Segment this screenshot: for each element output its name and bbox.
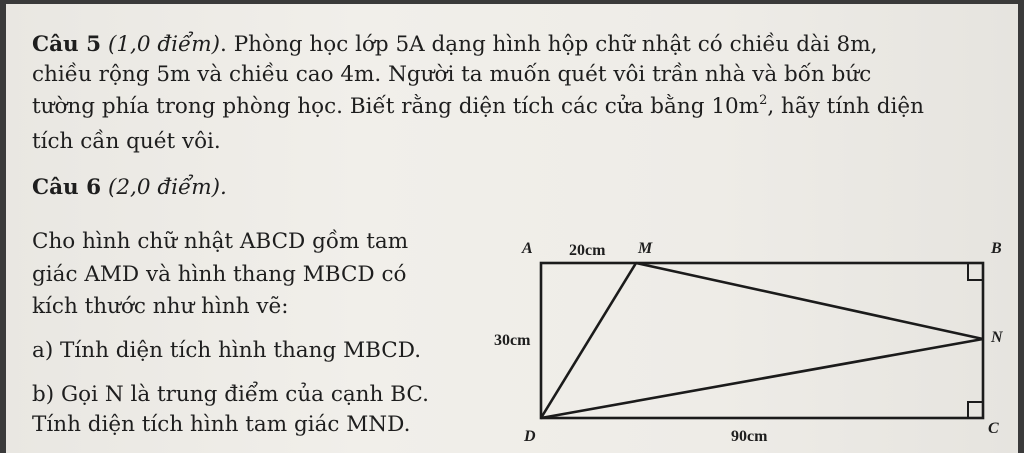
q6-part-a: a) Tính diện tích hình thang MBCD.: [32, 338, 422, 363]
q6-intro-3: kích thước như hình vẽ:: [32, 294, 289, 319]
rectangle-figure: [6, 4, 1018, 453]
q5-text-3b: , hãy tính diện: [767, 94, 924, 119]
q5-text-3a: tường phía trong phòng học. Biết rằng diện tích các cửa bằng 10m: [32, 94, 760, 119]
label-c: C: [988, 420, 999, 437]
label-a: A: [522, 240, 533, 257]
dim-ad: 30cm: [494, 332, 531, 349]
q6-heading: Câu 6: [32, 175, 102, 200]
right-angle-mark-c: [968, 402, 983, 418]
rectangle-abcd: [541, 263, 983, 418]
q5-line-2: chiều rộng 5m và chiều cao 4m. Người ta muốn quét vôi trần nhà và bốn bức: [32, 62, 872, 87]
dim-dc: 90cm: [731, 428, 768, 445]
segment-dn: [541, 339, 983, 418]
right-angle-mark-b: [968, 263, 983, 280]
segment-mn: [636, 263, 983, 339]
q5-points: (1,0 điểm): [107, 32, 221, 57]
segment-md: [541, 263, 636, 418]
q5-line-4: tích cần quét vôi.: [32, 129, 221, 154]
exam-page: [6, 4, 1018, 453]
q5-text-1: . Phòng học lớp 5A dạng hình hộp chữ nhật có chiều dài 8m,: [220, 32, 878, 57]
q6-part-b-1: b) Gọi N là trung điểm của cạnh BC.: [32, 382, 429, 407]
q6-part-b-2: Tính diện tích hình tam giác MND.: [32, 412, 411, 437]
q6-intro-1: Cho hình chữ nhật ABCD gồm tam: [32, 229, 409, 254]
q6-points: (2,0 điểm).: [107, 175, 227, 200]
label-m: M: [638, 240, 653, 257]
label-d: D: [524, 428, 536, 445]
q5-heading: Câu 5: [32, 32, 102, 57]
q5-superscript: 2: [759, 93, 768, 108]
label-n: N: [991, 329, 1003, 346]
dim-am: 20cm: [569, 242, 606, 259]
label-b: B: [991, 240, 1002, 257]
q6-intro-2: giác AMD và hình thang MBCD có: [32, 262, 407, 287]
